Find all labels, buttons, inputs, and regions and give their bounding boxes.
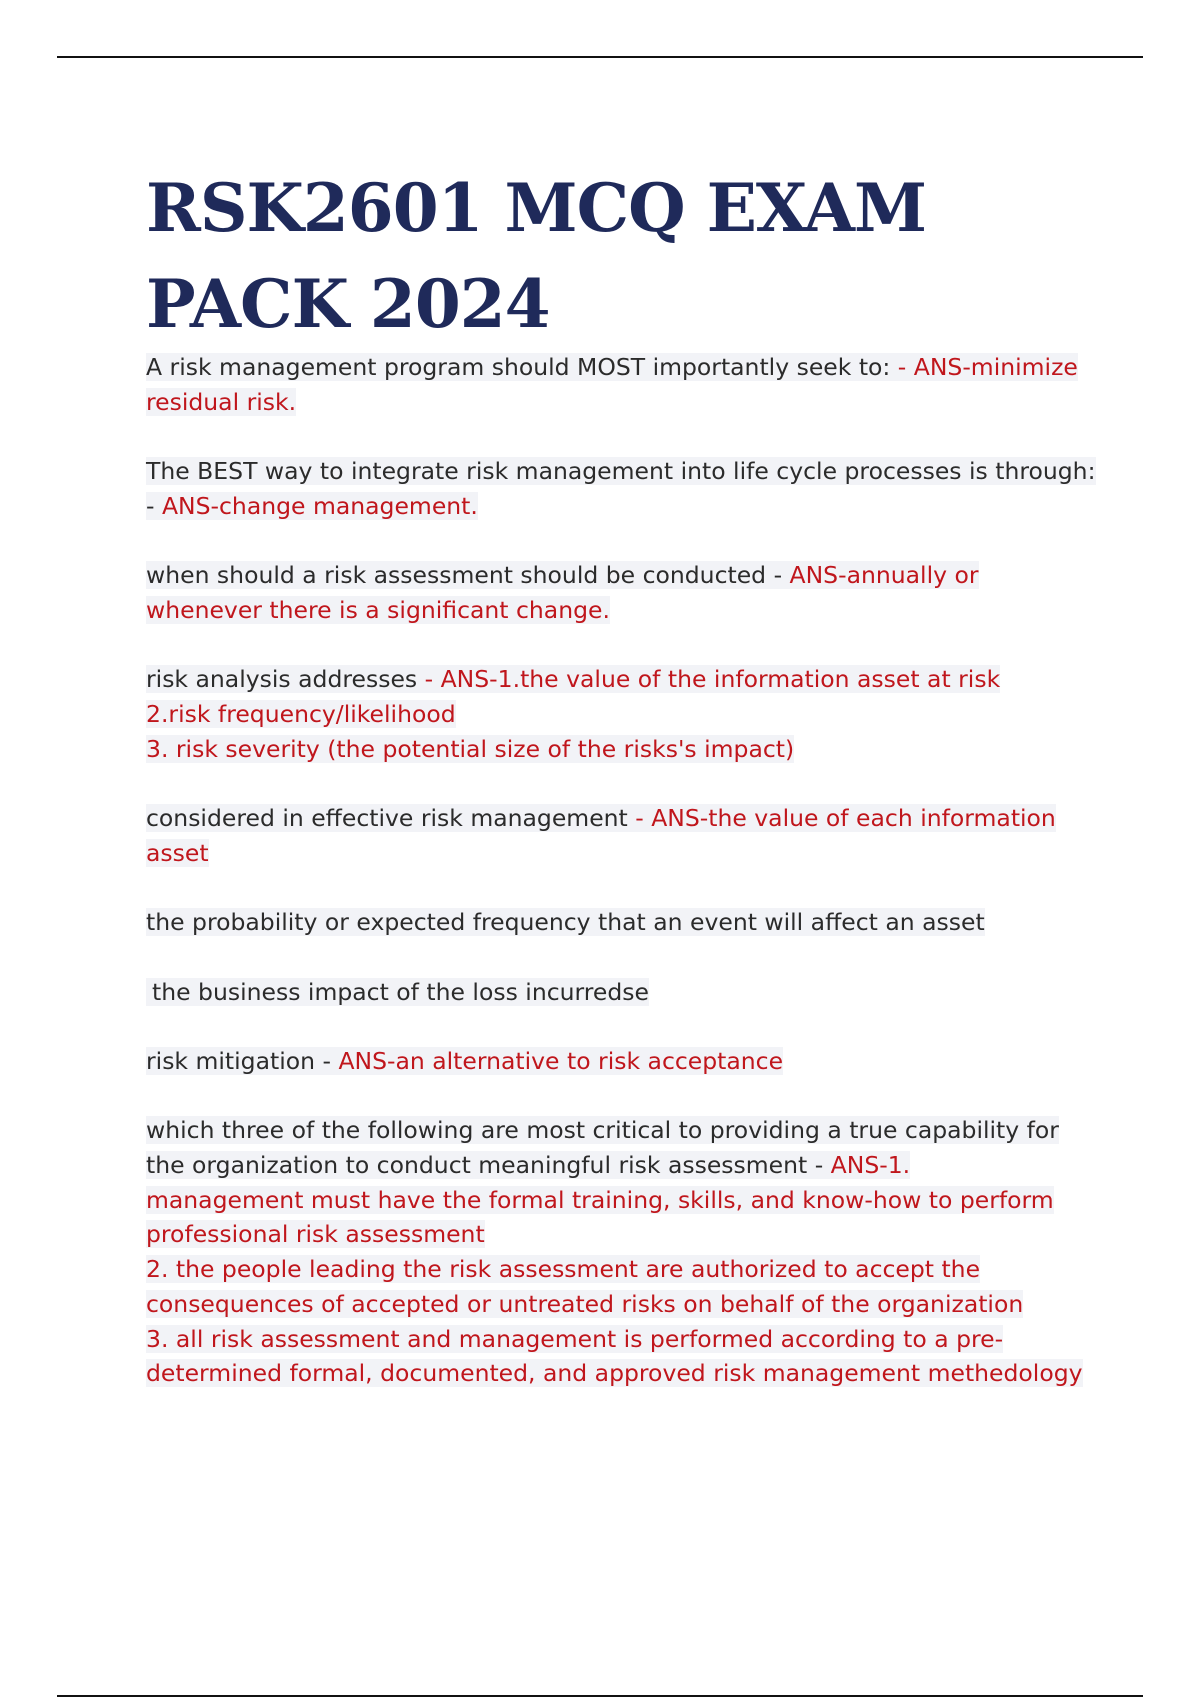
- answer-text: ANS-1.the value of the information asset at risk 2.risk frequency/likelihood 3. risk severity (the potential size of the risks's impact): [146, 665, 1001, 763]
- question-text: the business impact of the loss incurredse: [146, 978, 649, 1006]
- qa-item-8: [146, 1044, 1096, 1079]
- bottom-rule: [57, 1695, 1143, 1697]
- answer-text: ANS-change management.: [161, 491, 478, 520]
- top-rule: [57, 56, 1143, 58]
- question-text: risk mitigation: [146, 1046, 316, 1075]
- answer-separator: -: [807, 1151, 831, 1180]
- question-text: the probability or expected frequency that an event will affect an asset: [146, 908, 985, 937]
- answer-separator: -: [315, 1046, 339, 1075]
- answer-text: ANS-an alternative to risk acceptance: [338, 1046, 784, 1075]
- qa-item-4: [146, 662, 1096, 766]
- question-text: considered in effective risk management: [146, 804, 628, 833]
- question-text: The BEST way to integrate risk management into life cycle processes is through:: [146, 457, 1096, 486]
- question-text: risk analysis addresses: [146, 665, 418, 694]
- document-body: [146, 160, 1096, 1426]
- answer-separator: -: [890, 353, 914, 381]
- question-text: when should a risk assessment should be conducted: [146, 561, 767, 590]
- answer-separator: -: [766, 561, 790, 590]
- answer-separator: -: [146, 491, 162, 520]
- question-text: which three of the following are most critical to providing a true capability for the organization to conduct meaningful risk assessment: [146, 1116, 1059, 1180]
- qa-item-5: [146, 801, 1096, 870]
- qa-item-3: [146, 558, 1096, 627]
- document-title: RSK2601 MCQ EXAM PACK 2024: [146, 169, 927, 343]
- qa-item-6: [146, 905, 1096, 940]
- qa-item-7: [146, 975, 1096, 1010]
- answer-text: ANS-the value of each information asset: [146, 804, 1056, 867]
- qa-item-2: [146, 454, 1096, 523]
- qa-item-1: [146, 350, 1096, 419]
- question-text: A risk management program should MOST importantly seek to:: [146, 353, 891, 381]
- answer-separator: -: [627, 804, 652, 833]
- answer-text: ANS-minimize residual risk.: [146, 353, 1078, 416]
- qa-item-9: [146, 1113, 1096, 1391]
- answer-text: ANS-1. management must have the formal training, skills, and know-how to perform professional risk assessment 2. the people leading the risk assessment are authorized to accept the consequences of accepted or untreated risks on behalf of the organization 3. all risk assessment and management is performed according to a pre-determined formal, documented, and approved risk management methedology: [146, 1151, 1083, 1388]
- answer-separator: -: [417, 665, 441, 694]
- answer-text: ANS-annually or whenever there is a significant change.: [146, 561, 979, 624]
